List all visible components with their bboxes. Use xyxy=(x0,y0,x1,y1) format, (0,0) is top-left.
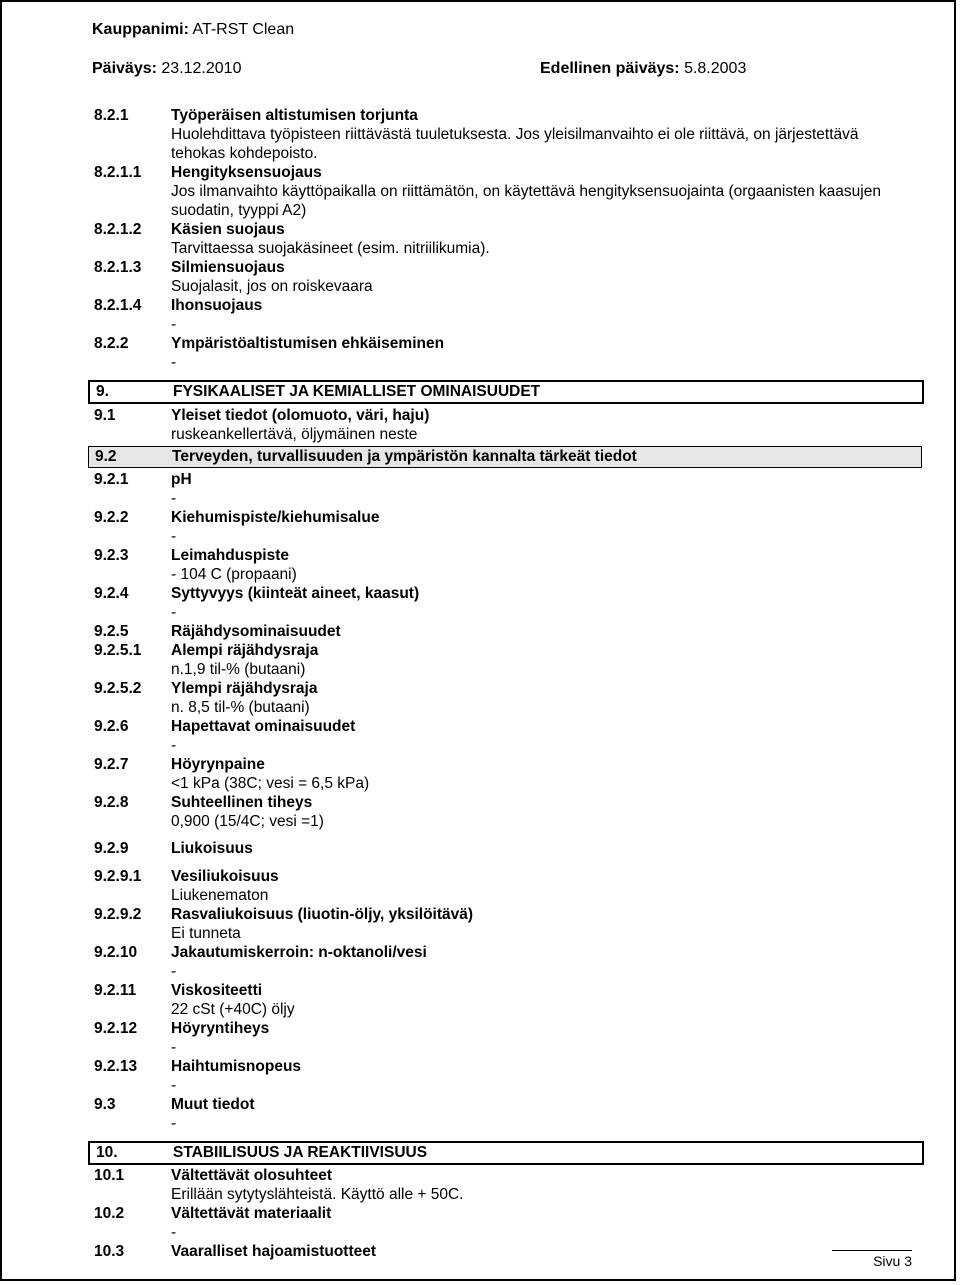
section-9-2-5-2 xyxy=(94,679,920,698)
section-title: Ylempi räjähdysraja xyxy=(171,680,318,697)
section-title: Haihtumisnopeus xyxy=(171,1058,302,1075)
company-value: AT-RST Clean xyxy=(192,21,295,38)
section-title: FYSIKAALISET JA KEMIALLISET OMINAISUUDET xyxy=(173,383,541,400)
section-text: Erillään sytytyslähteistä. Käyttö alle + 50C. xyxy=(171,1186,464,1203)
section-9-2-10 xyxy=(94,943,920,962)
section-text: Ei tunneta xyxy=(171,925,241,942)
section-number: 9.2.1 xyxy=(94,471,129,488)
section-title: Leimahduspiste xyxy=(171,547,289,564)
section-10-2 xyxy=(94,1204,920,1223)
section-10-1 xyxy=(94,1166,920,1185)
section-number: 10. xyxy=(96,1144,118,1161)
section-text: - xyxy=(171,963,177,980)
section-text: - xyxy=(171,1039,177,1056)
section-title: Muut tiedot xyxy=(171,1096,255,1113)
section-9-2-7 xyxy=(94,755,920,774)
section-number: 9.2.5.1 xyxy=(94,642,142,659)
section-text: Suojalasit, jos on roiskevaara xyxy=(171,278,373,295)
section-number: 9.2.5.2 xyxy=(94,680,142,697)
section-text-row xyxy=(94,239,920,258)
section-text-row xyxy=(94,962,920,981)
section-number: 9.2.10 xyxy=(94,944,138,961)
section-9-2-3 xyxy=(94,546,920,565)
section-text-row xyxy=(94,527,920,546)
section-title: Ympäristöaltistumisen ehkäiseminen xyxy=(171,335,445,352)
section-8-2-1-2 xyxy=(94,220,920,239)
section-number: 9.2.12 xyxy=(94,1020,138,1037)
section-text-row xyxy=(94,603,920,622)
section-text-row xyxy=(94,125,920,163)
section-text-row xyxy=(94,353,920,372)
section-text-row xyxy=(94,1038,920,1057)
section-text: - xyxy=(171,316,177,333)
section-text-row xyxy=(94,182,920,220)
section-8-2-1-4 xyxy=(94,296,920,315)
section-text: <1 kPa (38C; vesi = 6,5 kPa) xyxy=(171,775,370,792)
section-9-2-9 xyxy=(94,839,920,858)
section-text-row xyxy=(94,736,920,755)
section-9-1 xyxy=(94,406,920,425)
section-title: Suhteellinen tiheys xyxy=(171,794,313,811)
section-number: 9.1 xyxy=(94,407,116,424)
section-text-row xyxy=(94,425,920,444)
previous-date-label: Edellinen päiväys: xyxy=(540,60,680,77)
section-8-2-1 xyxy=(94,106,920,125)
section-9-2-8 xyxy=(94,793,920,812)
section-10-header xyxy=(88,1141,924,1165)
section-number: 9.3 xyxy=(94,1096,116,1113)
section-text: - xyxy=(171,737,177,754)
section-text: - xyxy=(171,1224,177,1241)
section-9-2-1 xyxy=(94,470,920,489)
section-number: 9.2.2 xyxy=(94,509,129,526)
section-text: 22 cSt (+40C) öljy xyxy=(171,1001,295,1018)
company-line xyxy=(92,21,294,39)
section-title: Terveyden, turvallisuuden ja ympäristön kannalta tärkeät tiedot xyxy=(172,448,637,465)
section-text: - xyxy=(171,490,177,507)
section-number: 9. xyxy=(96,383,109,400)
section-text: Huolehdittava työpisteen riittävästä tuuletuksesta. Jos yleisilmanvaihto ei ole riittävä, on järjestettävä tehokas kohdepoisto. xyxy=(171,126,859,162)
section-title: Höyryntiheys xyxy=(171,1020,270,1037)
section-title: Yleiset tiedot (olomuoto, väri, haju) xyxy=(171,407,430,424)
section-title: pH xyxy=(171,471,192,488)
section-text-row xyxy=(94,489,920,508)
section-9-3 xyxy=(94,1095,920,1114)
section-title: Rasvaliukoisuus (liuotin-öljy, yksilöitävä) xyxy=(171,906,474,923)
section-title: Viskositeetti xyxy=(171,982,263,999)
section-title: Kiehumispiste/kiehumisalue xyxy=(171,509,380,526)
section-text: - 104 C (propaani) xyxy=(171,566,297,583)
section-title: Hapettavat ominaisuudet xyxy=(171,718,356,735)
section-number: 8.2.2 xyxy=(94,335,129,352)
section-title: Hengityksensuojaus xyxy=(171,164,322,181)
section-text-row xyxy=(94,1076,920,1095)
section-number: 8.2.1.3 xyxy=(94,259,142,276)
section-title: Liukoisuus xyxy=(171,840,253,857)
section-title: Ihonsuojaus xyxy=(171,297,263,314)
section-text: n.1,9 til-% (butaani) xyxy=(171,661,306,678)
section-number: 9.2.11 xyxy=(94,982,137,999)
section-title: Käsien suojaus xyxy=(171,221,285,238)
section-text: n. 8,5 til-% (butaani) xyxy=(171,699,310,716)
section-number: 9.2.6 xyxy=(94,718,129,735)
section-title: Silmiensuojaus xyxy=(171,259,285,276)
section-9-2-6 xyxy=(94,717,920,736)
section-text: - xyxy=(171,354,177,371)
section-text-row xyxy=(94,277,920,296)
section-text-row xyxy=(94,565,920,584)
section-number: 9.2.4 xyxy=(94,585,129,602)
section-text: - xyxy=(171,1115,177,1132)
section-title: STABIILISUUS JA REAKTIIVISUUS xyxy=(173,1144,428,1161)
section-title: Höyrynpaine xyxy=(171,756,265,773)
section-title: Vältettävät materiaalit xyxy=(171,1205,332,1222)
section-9-2-9-2 xyxy=(94,905,920,924)
section-9-header xyxy=(88,380,924,404)
section-text: Liukenematon xyxy=(171,887,269,904)
section-number: 9.2.7 xyxy=(94,756,129,773)
section-text: Tarvittaessa suojakäsineet (esim. nitriilikumia). xyxy=(171,240,490,257)
section-title: Syttyvyys (kiinteät aineet, kaasut) xyxy=(171,585,420,602)
section-title: Vaaralliset hajoamistuotteet xyxy=(171,1243,377,1260)
section-text-row xyxy=(94,1000,920,1019)
date-value: 23.12.2010 xyxy=(161,60,242,77)
date-label: Päiväys: xyxy=(92,60,157,77)
previous-date-value: 5.8.2003 xyxy=(684,60,747,77)
section-text-row xyxy=(94,774,920,793)
section-text-row xyxy=(94,924,920,943)
company-label: Kauppanimi: xyxy=(92,21,189,38)
section-number: 8.2.1 xyxy=(94,107,129,124)
section-text: - xyxy=(171,604,177,621)
section-text-row xyxy=(94,812,920,831)
section-text-row xyxy=(94,1114,920,1133)
section-number: 9.2.5 xyxy=(94,623,129,640)
page-number: Sivu 3 xyxy=(832,1250,912,1269)
section-title: Vesiliukoisuus xyxy=(171,868,279,885)
section-text-row xyxy=(94,698,920,717)
section-text: - xyxy=(171,528,177,545)
section-number: 9.2.9 xyxy=(94,840,129,857)
section-number: 8.2.1.2 xyxy=(94,221,142,238)
section-text-row xyxy=(94,1185,920,1204)
section-number: 10.1 xyxy=(94,1167,125,1184)
section-8-2-2 xyxy=(94,334,920,353)
document-content xyxy=(94,106,920,1261)
section-8-2-1-1 xyxy=(94,163,920,182)
section-9-2-5-1 xyxy=(94,641,920,660)
section-text-row xyxy=(94,660,920,679)
section-10-3 xyxy=(94,1242,920,1261)
section-number: 9.2.9.2 xyxy=(94,906,142,923)
section-9-2-12 xyxy=(94,1019,920,1038)
section-title: Jakautumiskerroin: n-oktanoli/vesi xyxy=(171,944,427,961)
section-title: Vältettävät olosuhteet xyxy=(171,1167,333,1184)
section-number: 9.2.13 xyxy=(94,1058,138,1075)
section-text-row xyxy=(94,1223,920,1242)
section-9-2-13 xyxy=(94,1057,920,1076)
section-text: ruskeankellertävä, öljymäinen neste xyxy=(171,426,418,443)
section-number: 9.2.9.1 xyxy=(94,868,142,885)
section-text: Jos ilmanvaihto käyttöpaikalla on riittämätön, on käytettävä hengityksensuojainta (orgaanisten kaasujen suodatin, tyyppi A2) xyxy=(171,183,881,219)
section-text: - xyxy=(171,1077,177,1094)
section-text-row xyxy=(94,886,920,905)
previous-date xyxy=(540,60,746,78)
section-number: 8.2.1.4 xyxy=(94,297,142,314)
section-9-2-2 xyxy=(94,508,920,527)
dates-line xyxy=(92,60,752,78)
section-8-2-1-3 xyxy=(94,258,920,277)
section-text: 0,900 (15/4C; vesi =1) xyxy=(171,813,324,830)
section-title: Alempi räjähdysraja xyxy=(171,642,319,659)
section-9-2-9-1 xyxy=(94,867,920,886)
section-text-row xyxy=(94,315,920,334)
section-number: 9.2.8 xyxy=(94,794,129,811)
section-number: 8.2.1.1 xyxy=(94,164,142,181)
section-title: Työperäisen altistumisen torjunta xyxy=(171,107,418,124)
section-number: 9.2 xyxy=(95,448,117,465)
section-number: 9.2.3 xyxy=(94,547,129,564)
section-number: 10.3 xyxy=(94,1243,125,1260)
section-9-2-header xyxy=(88,446,922,468)
section-9-2-5 xyxy=(94,622,920,641)
section-9-2-4 xyxy=(94,584,920,603)
section-number: 10.2 xyxy=(94,1205,125,1222)
section-9-2-11 xyxy=(94,981,920,1000)
section-title: Räjähdysominaisuudet xyxy=(171,623,341,640)
